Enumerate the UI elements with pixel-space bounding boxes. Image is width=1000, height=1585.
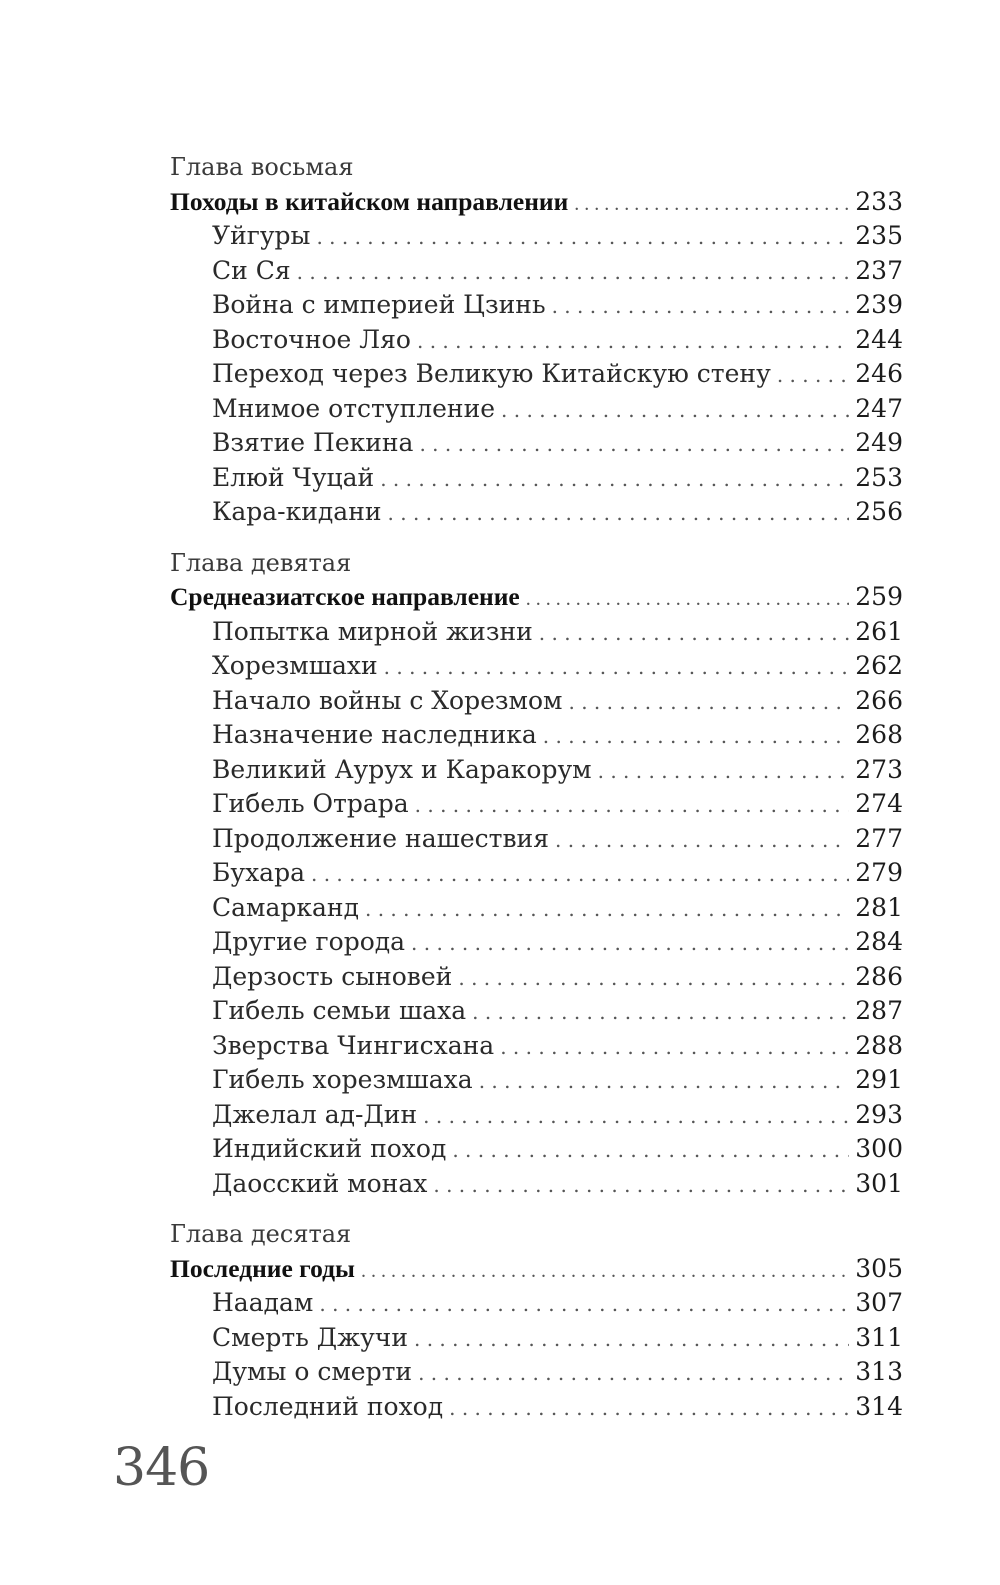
- page-number: 346: [113, 1438, 210, 1498]
- leader-dots: [319, 1287, 849, 1322]
- section-title: Мнимое отступление: [212, 393, 496, 423]
- toc-entry: [170, 822, 903, 857]
- chapter-gap: [170, 530, 903, 546]
- section-title: Продолжение нашествия: [212, 823, 549, 853]
- leader-dots: [458, 961, 849, 996]
- page-ref: 314: [855, 1391, 903, 1421]
- section-title: Бухара: [212, 858, 305, 887]
- section-title: Война с империей Цзинь: [212, 290, 546, 319]
- toc-entry: [170, 426, 903, 461]
- toc-entry: [170, 288, 903, 323]
- chapter-title: Последние годы: [170, 1253, 355, 1283]
- page-ref: 259: [855, 582, 903, 611]
- toc-entry: [170, 684, 903, 719]
- page-ref: 246: [855, 359, 903, 388]
- leader-dots: [415, 788, 850, 823]
- section-title: Самарканд: [212, 892, 359, 922]
- toc-entry: [170, 1286, 903, 1321]
- leader-dots: [433, 1168, 849, 1203]
- section-title: Гибель семьи шаха: [212, 996, 467, 1025]
- section-title: Великий Аурух и Каракорум: [212, 754, 592, 784]
- toc-entry: [170, 1321, 903, 1356]
- toc-entry: [170, 891, 903, 926]
- page-ref: 288: [855, 1030, 903, 1060]
- toc-entry: [170, 1098, 903, 1133]
- section-title: Елюй Чуцай: [212, 462, 375, 492]
- leader-dots: [423, 1099, 849, 1134]
- toc-entry: [170, 1167, 903, 1202]
- leader-dots: [555, 823, 849, 858]
- page-ref: 287: [855, 996, 903, 1025]
- section-title: Попытка мирной жизни: [212, 616, 533, 646]
- page-ref: 256: [855, 497, 903, 526]
- leader-dots: [417, 324, 849, 359]
- page-ref: 262: [855, 651, 903, 680]
- section-title: Восточное Ляо: [212, 324, 411, 354]
- chapter-title: Среднеазиатское направление: [170, 582, 520, 611]
- leader-dots: [472, 995, 849, 1030]
- section-title: Хорезмшахи: [212, 651, 378, 680]
- leader-dots: [311, 857, 849, 892]
- page-ref: 305: [855, 1253, 903, 1283]
- leader-dots: [388, 496, 850, 531]
- page-ref: 233: [855, 186, 903, 216]
- page-ref: 239: [855, 290, 903, 319]
- leader-dots: [500, 1030, 849, 1065]
- leader-dots: [449, 1391, 849, 1426]
- section-title: Смерть Джучи: [212, 1322, 408, 1352]
- leader-dots: [479, 1064, 850, 1099]
- leader-dots: [539, 616, 850, 651]
- page-ref: 293: [855, 1099, 903, 1129]
- page-ref: 307: [855, 1288, 903, 1317]
- leader-dots: [552, 289, 850, 324]
- page-ref: 261: [855, 616, 903, 646]
- chapter-9: [170, 546, 903, 1202]
- chapter-label: Глава восьмая: [170, 153, 354, 181]
- toc-entry: [170, 787, 903, 822]
- page-ref: 237: [855, 255, 903, 285]
- section-title: Переход через Великую Китайскую стену: [212, 359, 771, 388]
- toc-entry: [170, 219, 903, 254]
- leader-dots: [526, 582, 850, 617]
- section-title: Наадам: [212, 1288, 314, 1317]
- table-of-contents: [170, 150, 903, 1424]
- toc-entry: [170, 1029, 903, 1064]
- section-title: Даосский монах: [212, 1168, 428, 1198]
- toc-entry: [170, 649, 903, 684]
- chapter-title-row: [170, 1252, 903, 1287]
- leader-dots: [574, 187, 849, 222]
- page-ref: 291: [855, 1065, 903, 1094]
- leader-dots: [384, 650, 850, 685]
- toc-entry: [170, 960, 903, 995]
- leader-dots: [452, 1133, 849, 1168]
- toc-entry: [170, 1355, 903, 1390]
- chapter-10: [170, 1217, 903, 1424]
- section-title: Начало войны с Хорезмом: [212, 685, 563, 715]
- page-ref: 281: [855, 892, 903, 922]
- page-ref: 311: [855, 1322, 903, 1352]
- leader-dots: [380, 462, 849, 497]
- page-ref: 235: [855, 221, 903, 250]
- toc-entry: [170, 392, 903, 427]
- toc-entry: [170, 254, 903, 289]
- section-title: Индийский поход: [212, 1134, 447, 1163]
- leader-dots: [316, 220, 849, 255]
- toc-entry: [170, 753, 903, 788]
- leader-dots: [361, 1254, 849, 1289]
- leader-dots: [569, 685, 850, 720]
- toc-entry: [170, 357, 903, 392]
- section-title: Уйгуры: [212, 221, 311, 250]
- section-title: Гибель Отрара: [212, 789, 409, 818]
- section-title: Взятие Пекина: [212, 428, 414, 457]
- leader-dots: [411, 926, 849, 961]
- leader-dots: [418, 1356, 849, 1391]
- page-ref: 247: [855, 393, 903, 423]
- chapter-label: Глава девятая: [170, 548, 352, 577]
- toc-entry: [170, 856, 903, 891]
- toc-entry: [170, 994, 903, 1029]
- toc-entry: [170, 323, 903, 358]
- leader-dots: [543, 719, 849, 754]
- page-ref: 268: [855, 720, 903, 749]
- chapter-8: [170, 150, 903, 530]
- toc-entry: [170, 615, 903, 650]
- toc-entry: [170, 1132, 903, 1167]
- leader-dots: [777, 358, 849, 393]
- page-ref: 274: [855, 789, 903, 818]
- leader-dots: [501, 393, 849, 428]
- page-ref: 277: [855, 823, 903, 853]
- leader-dots: [419, 427, 849, 462]
- toc-entry: [170, 718, 903, 753]
- section-title: Кара-кидани: [212, 497, 382, 526]
- leader-dots: [297, 255, 850, 290]
- page-ref: 300: [855, 1134, 903, 1163]
- toc-entry: [170, 1390, 903, 1425]
- page-ref: 273: [855, 754, 903, 784]
- chapter-title-row: [170, 580, 903, 615]
- page-ref: 301: [855, 1168, 903, 1198]
- leader-dots: [598, 754, 850, 789]
- chapter-title: Походы в китайском направлении: [170, 186, 569, 216]
- page-ref: 284: [855, 927, 903, 956]
- section-title: Джелал ад-Дин: [212, 1099, 418, 1129]
- page-ref: 266: [855, 685, 903, 715]
- section-title: Дерзость сыновей: [212, 961, 453, 991]
- chapter-title-row: [170, 185, 903, 220]
- chapter-label: Глава десятая: [170, 1220, 352, 1248]
- section-title: Другие города: [212, 927, 406, 956]
- toc-entry: [170, 1063, 903, 1098]
- page-ref: 253: [855, 462, 903, 492]
- leader-dots: [414, 1322, 849, 1357]
- page-ref: 286: [855, 961, 903, 991]
- page-ref: 279: [855, 858, 903, 887]
- page-ref: 313: [855, 1357, 903, 1386]
- toc-entry: [170, 925, 903, 960]
- chapter-gap: [170, 1201, 903, 1217]
- section-title: Зверства Чингисхана: [212, 1030, 495, 1060]
- page-ref: 249: [855, 428, 903, 457]
- section-title: Си Ся: [212, 255, 291, 285]
- section-title: Гибель хорезмшаха: [212, 1065, 473, 1094]
- page-ref: 244: [855, 324, 903, 354]
- section-title: Думы о смерти: [212, 1357, 413, 1386]
- toc-entry: [170, 461, 903, 496]
- leader-dots: [365, 892, 849, 927]
- section-title: Последний поход: [212, 1391, 444, 1421]
- section-title: Назначение наследника: [212, 720, 537, 749]
- toc-entry: [170, 495, 903, 530]
